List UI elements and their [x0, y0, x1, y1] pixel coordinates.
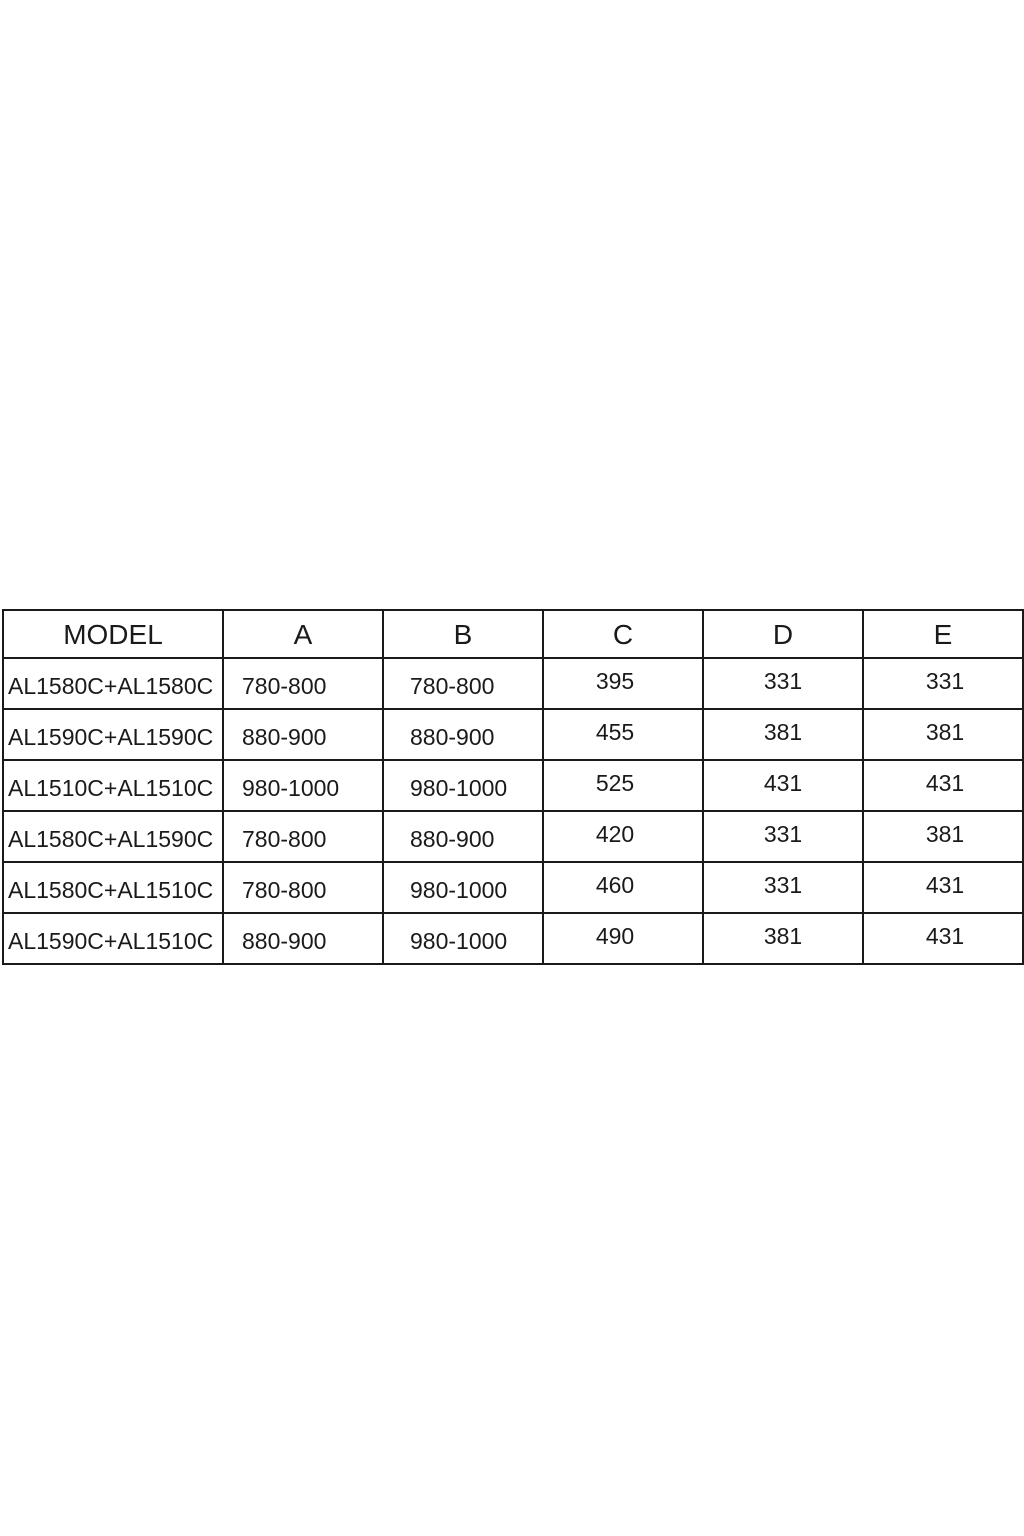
cell-d: 331	[703, 811, 863, 862]
cell-c: 455	[543, 709, 703, 760]
cell-model: AL1510C+AL1510C	[3, 760, 223, 811]
cell-c: 490	[543, 913, 703, 964]
cell-b: 980-1000	[383, 862, 543, 913]
cell-d: 431	[703, 760, 863, 811]
cell-a: 780-800	[223, 658, 383, 709]
cell-e: 431	[863, 913, 1023, 964]
cell-model: AL1590C+AL1510C	[3, 913, 223, 964]
cell-e: 381	[863, 811, 1023, 862]
cell-b: 880-900	[383, 811, 543, 862]
header-a: A	[223, 610, 383, 658]
header-c: C	[543, 610, 703, 658]
table-row	[3, 709, 1023, 760]
cell-e: 381	[863, 709, 1023, 760]
cell-c: 420	[543, 811, 703, 862]
cell-a: 880-900	[223, 913, 383, 964]
cell-d: 331	[703, 658, 863, 709]
cell-a: 880-900	[223, 709, 383, 760]
cell-c: 525	[543, 760, 703, 811]
cell-e: 431	[863, 862, 1023, 913]
cell-a: 780-800	[223, 862, 383, 913]
table-row	[3, 862, 1023, 913]
cell-c: 460	[543, 862, 703, 913]
header-model: MODEL	[3, 610, 223, 658]
cell-d: 331	[703, 862, 863, 913]
cell-model: AL1590C+AL1590C	[3, 709, 223, 760]
cell-e: 431	[863, 760, 1023, 811]
cell-b: 880-900	[383, 709, 543, 760]
table-row	[3, 811, 1023, 862]
cell-model: AL1580C+AL1590C	[3, 811, 223, 862]
cell-d: 381	[703, 913, 863, 964]
header-e: E	[863, 610, 1023, 658]
cell-b: 980-1000	[383, 913, 543, 964]
cell-b: 780-800	[383, 658, 543, 709]
cell-a: 980-1000	[223, 760, 383, 811]
cell-c: 395	[543, 658, 703, 709]
cell-e: 331	[863, 658, 1023, 709]
cell-model: AL1580C+AL1580C	[3, 658, 223, 709]
header-b: B	[383, 610, 543, 658]
table-header-row	[3, 610, 1023, 658]
table-row	[3, 658, 1023, 709]
header-d: D	[703, 610, 863, 658]
cell-model: AL1580C+AL1510C	[3, 862, 223, 913]
table-row	[3, 913, 1023, 964]
table-row	[3, 760, 1023, 811]
cell-a: 780-800	[223, 811, 383, 862]
cell-b: 980-1000	[383, 760, 543, 811]
cell-d: 381	[703, 709, 863, 760]
spec-table	[2, 609, 1024, 965]
